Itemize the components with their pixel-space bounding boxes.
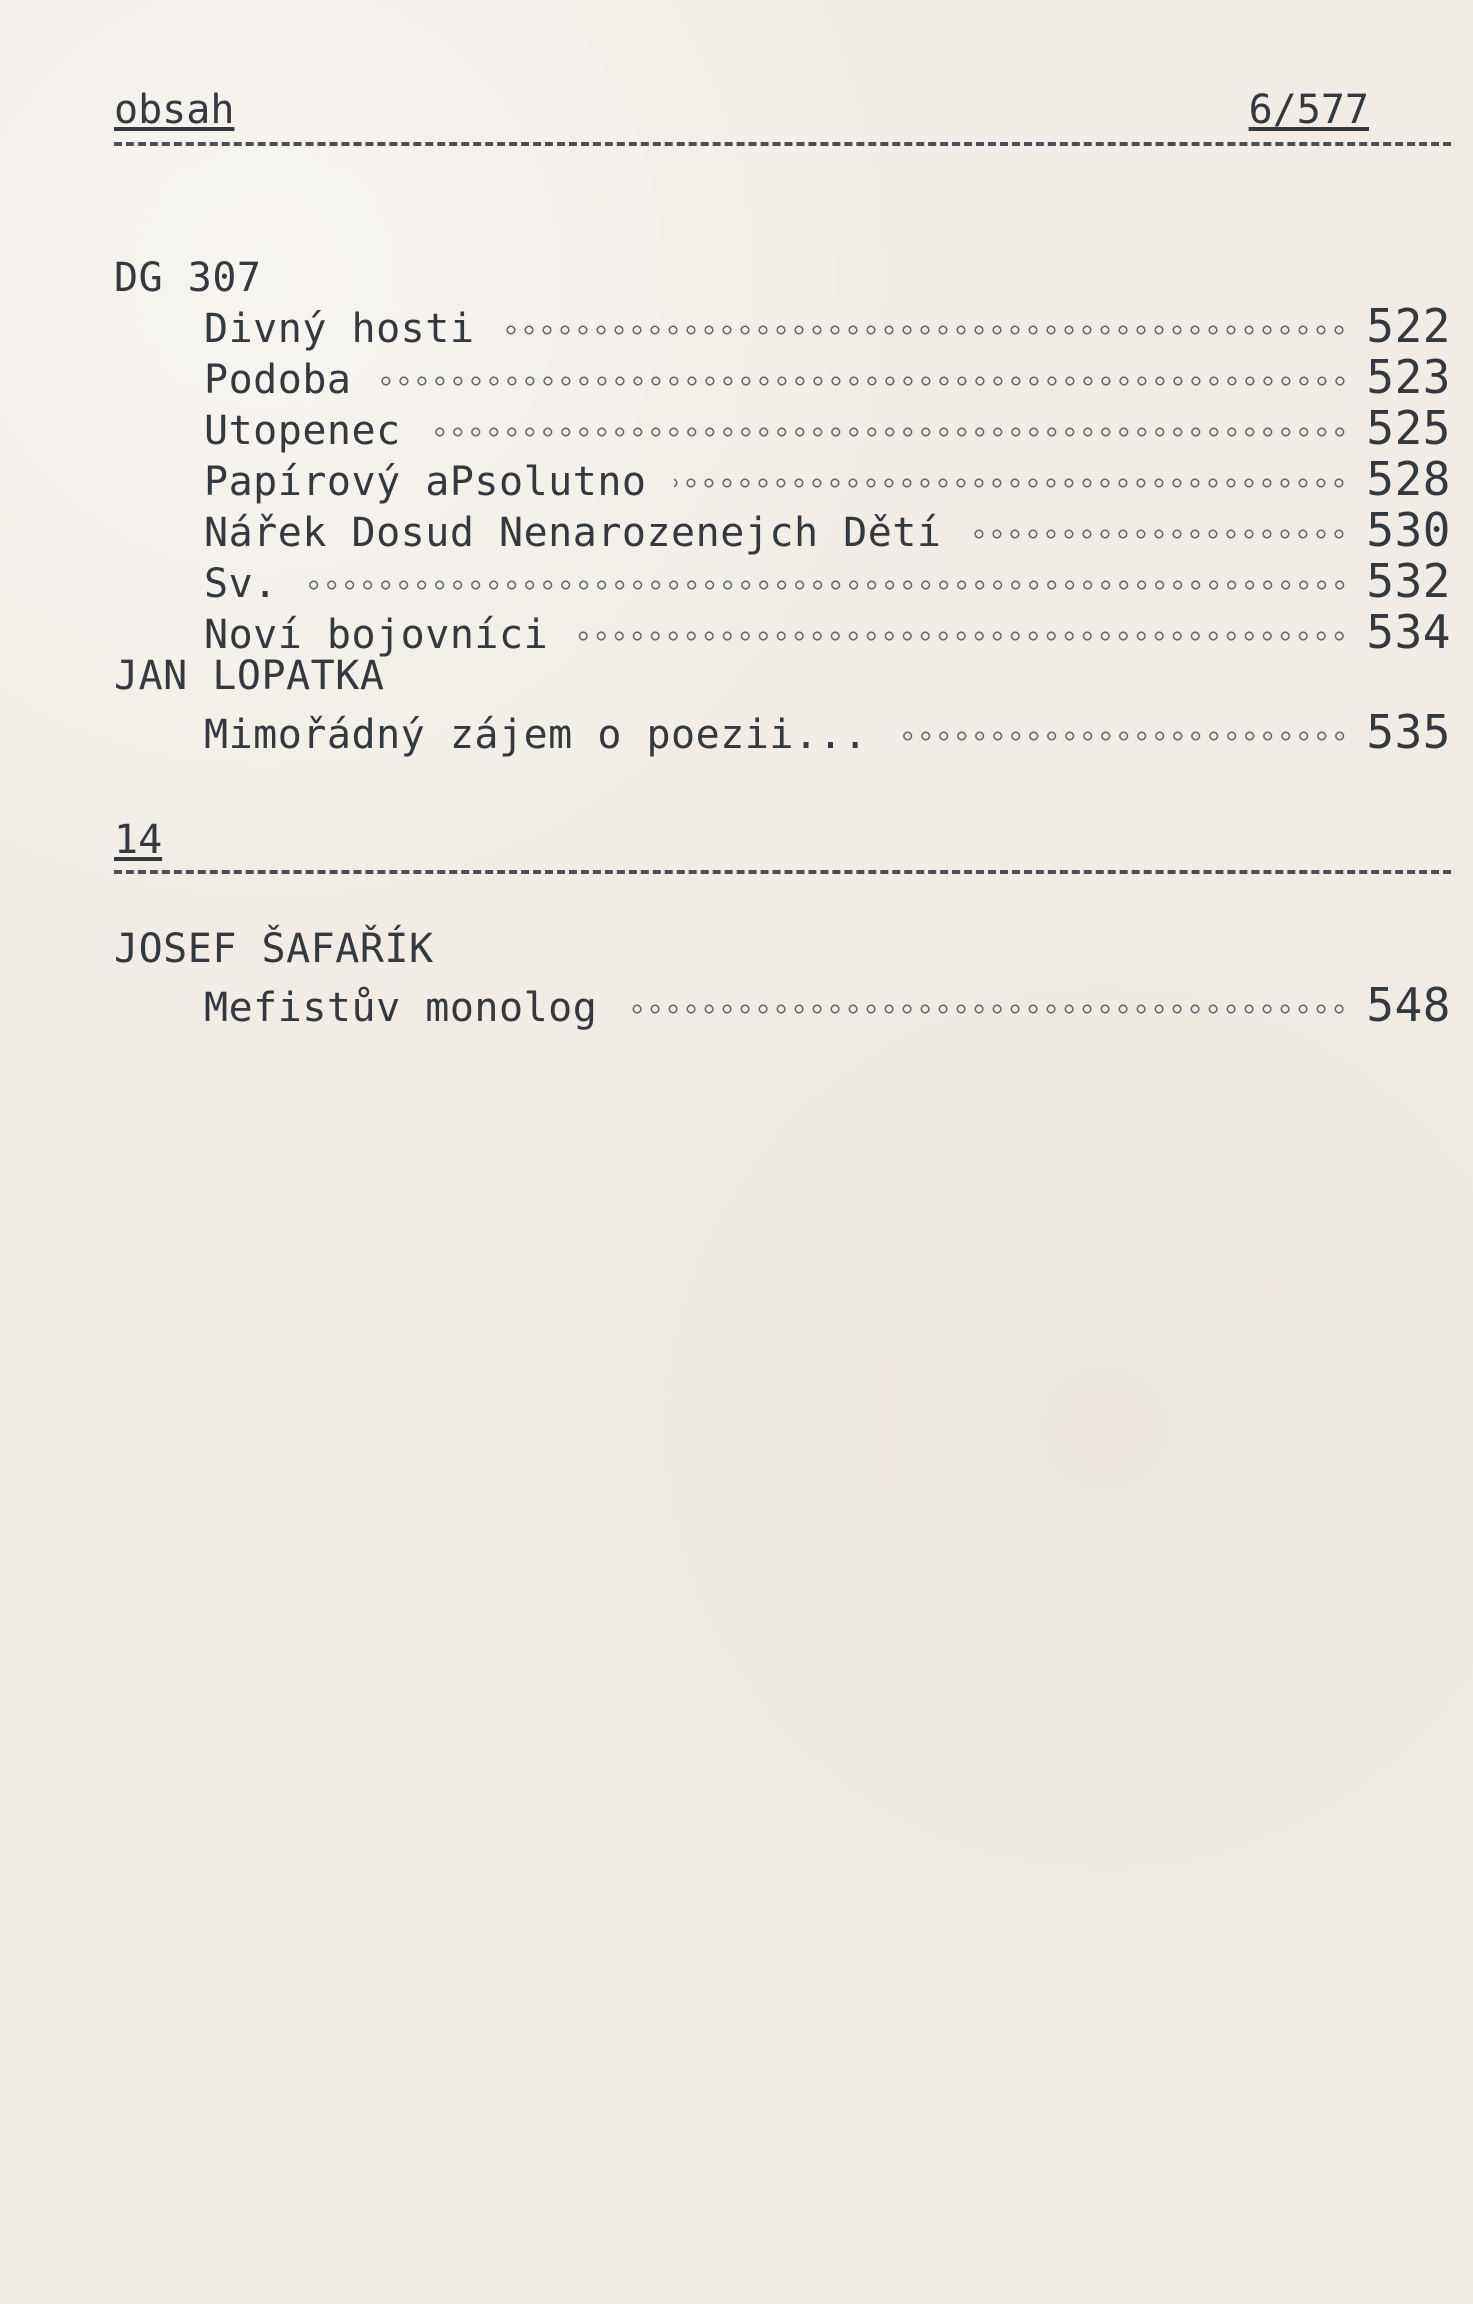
section-jan-lopatka <box>114 652 1451 759</box>
section-separator <box>114 812 1451 874</box>
entry-title: Nářek Dosud Nenarozenejch Dětí <box>204 510 942 556</box>
dot-leader <box>380 361 1349 401</box>
toc-entry <box>114 350 1451 404</box>
entry-page: 535 <box>1366 705 1451 759</box>
dot-leader <box>674 463 1348 503</box>
toc-entry <box>114 978 1451 1032</box>
section-dg-307 <box>114 254 1451 659</box>
header-page-number: 6/577 <box>1248 87 1369 133</box>
dot-leader <box>625 989 1348 1029</box>
section-title: DG 307 <box>114 255 262 301</box>
dot-leader <box>896 716 1349 756</box>
entry-page: 528 <box>1366 452 1451 506</box>
dot-leader <box>576 616 1348 656</box>
toc-entry <box>114 554 1451 608</box>
toc-entry <box>114 503 1451 557</box>
dot-leader <box>969 514 1348 554</box>
separator-label: 14 <box>114 817 163 863</box>
dot-leader <box>429 412 1349 452</box>
toc-entry <box>114 299 1451 353</box>
entry-title: Papírový aPsolutno <box>204 459 647 505</box>
page-header <box>114 78 1451 146</box>
entry-page: 548 <box>1366 978 1451 1032</box>
entry-page: 534 <box>1366 605 1451 659</box>
entry-title: Divný hosti <box>204 306 475 352</box>
toc-entry <box>114 401 1451 455</box>
toc-entry <box>114 705 1451 759</box>
entry-title: Utopenec <box>204 408 401 454</box>
entry-page: 525 <box>1366 401 1451 455</box>
header-title: obsah <box>114 87 235 133</box>
entry-title: Noví bojovníci <box>204 612 549 658</box>
entry-title: Sv. <box>204 561 278 607</box>
dot-leader <box>306 565 1349 605</box>
entry-page: 523 <box>1366 350 1451 404</box>
dot-leader <box>502 310 1348 350</box>
entry-title: Podoba <box>204 357 352 403</box>
entry-page: 532 <box>1366 554 1451 608</box>
toc-entry <box>114 452 1451 506</box>
section-josef-safarik <box>114 925 1451 1032</box>
entry-title: Mefistův monolog <box>204 985 598 1031</box>
entry-title: Mimořádný zájem o poezii... <box>204 712 868 758</box>
entry-page: 522 <box>1366 299 1451 353</box>
entry-page: 530 <box>1366 503 1451 557</box>
section-title: JAN LOPATKA <box>114 653 385 699</box>
section-title: JOSEF ŠAFAŘÍK <box>114 926 434 972</box>
